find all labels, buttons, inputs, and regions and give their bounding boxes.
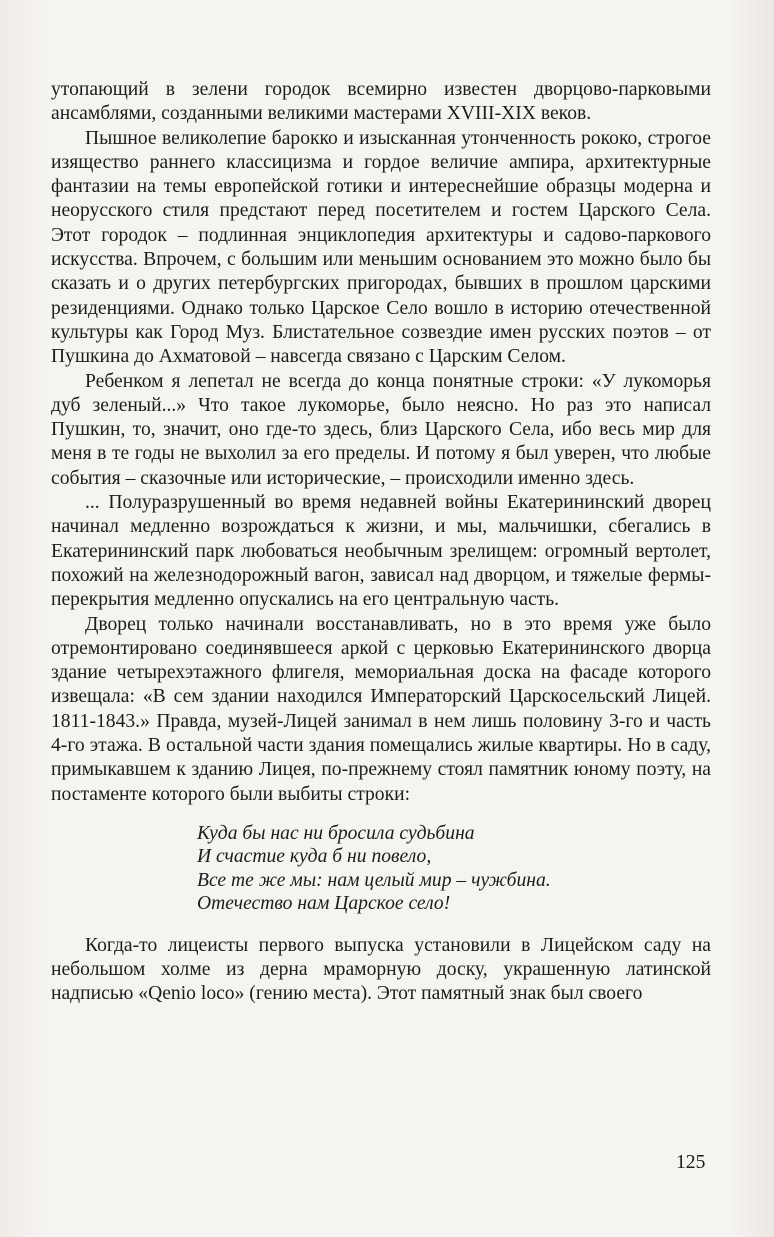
poem-stanza: [197, 822, 711, 916]
poem-line-1: Куда бы нас ни бросила судьбина: [197, 822, 475, 844]
poem-line-3: Все те же мы: нам целый мир – чужбина.: [197, 869, 551, 891]
paragraph-4: ... Полуразрушенный во время недавней войны Екатерининский дворец начинал медленно возрождаться к жизни, и мы, мальчишки, сбегались в Екатерининский парк любоваться необычным зрелищем: огромный вертолет, похожий на железнодорожный вагон, зависал над дворцом, и тяжелые фермы-перекрытия медленно опускались на его центральную часть.: [51, 492, 711, 611]
poem-line-4: Отечество нам Царское село!: [197, 893, 451, 915]
paragraph-5: Дворец только начинали восстанавливать, но в это время уже было отремонтировано соединявшееся аркой с церковью Екатерининского дворца здание четырехэтажного флигеля, мемориальная доска на фасаде которого извещала: «В сем здании находился Императорский Царскосельский Лицей. 1811-1843.» Правда, музей-Лицей занимал в нем лишь половину 3-го и часть 4-го этажа. В остальной части здания помещались жилые квартиры. Но в саду, примыкавшем к зданию Лицея, по-прежнему стоял памятник юному поэту, на постаменте которого были выбиты строки:: [51, 613, 711, 805]
paragraph-2: Пышное великолепие барокко и изысканная утонченность рококо, строгое изящество раннего классицизма и гордое величие ампира, архитектурные фантазии на темы европейской готики и интереснейшие образцы модерна и неорусского стиля предстают перед посетителем и гостем Царского Села. Этот городок – подлинная энциклопедия архитектуры и садово-паркового искусства. Впрочем, с большим или меньшим основанием это можно было бы сказать и о других петербургских пригородах, бывших в прошлом царскими резиденциями. Однако только Царское Село вошло в историю отечественной культуры как Город Муз. Блистательное созвездие имен русских поэтов – от Пушкина до Ахматовой – навсегда связано с Царским Селом.: [51, 127, 711, 368]
poem-line-2: И счастие куда б ни повело,: [197, 846, 432, 868]
paragraph-3: Ребенком я лепетал не всегда до конца понятные строки: «У лукоморья дуб зеленый...» Что такое лукоморье, было неясно. Но раз это написал Пушкин, то, значит, оно где-то здесь, близ Царского Села, ибо весь мир для меня в те годы не выхолил за его пределы. И потому я был уверен, что любые события – сказочные или исторические, – происходили именно здесь.: [51, 370, 711, 489]
body-text: [51, 78, 711, 1006]
paragraph-1: утопающий в зелени городок всемирно известен дворцово-парковыми ансамблями, созданными великими мастерами XVIII-XIX веков.: [51, 79, 711, 125]
paragraph-6: Когда-то лицеисты первого выпуска установили в Лицейском саду на небольшом холме из дерна мраморную доску, украшенную латинской надписью «Qenio loco» (гению места). Этот памятный знак был своего: [51, 934, 711, 1005]
page-number: 125: [676, 1152, 706, 1173]
